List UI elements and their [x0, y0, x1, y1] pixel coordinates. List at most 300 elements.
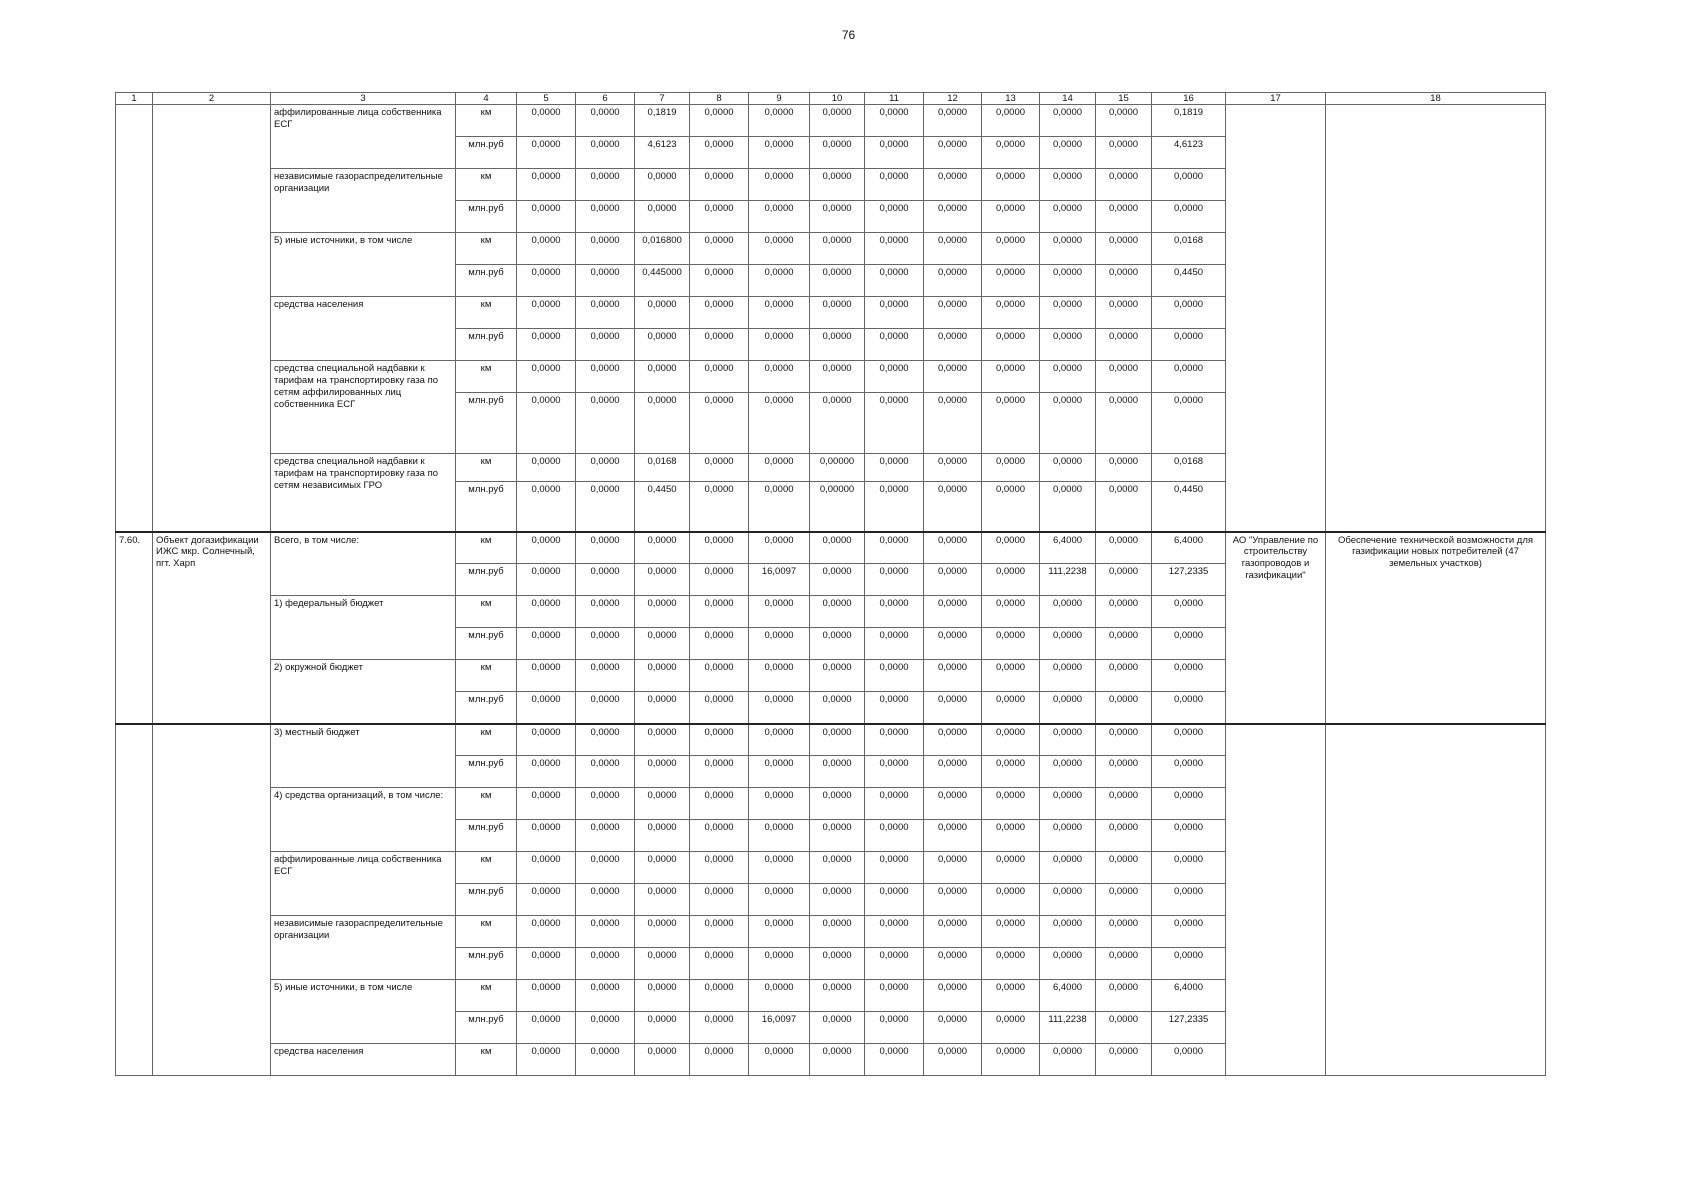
value-cell: 0,0000 — [924, 788, 982, 820]
value-cell: 0,0000 — [982, 724, 1040, 756]
unit-cell: млн.руб — [456, 692, 517, 724]
value-cell: 0,0000 — [690, 482, 749, 532]
unit-cell: млн.руб — [456, 201, 517, 233]
value-cell: 0,0000 — [1040, 482, 1096, 532]
value-cell: 0,0000 — [1096, 265, 1152, 297]
value-cell: 0,00000 — [810, 482, 865, 532]
value-cell: 0,0000 — [924, 265, 982, 297]
value-cell: 0,0000 — [576, 482, 635, 532]
value-cell: 0,0000 — [810, 1012, 865, 1044]
value-cell: 0,0000 — [690, 948, 749, 980]
purpose-cell: Обеспечение технической возможности для газификации новых потребителей (47 земельных участков) — [1326, 532, 1546, 724]
value-cell: 0,0000 — [1096, 916, 1152, 948]
value-cell: 0,0000 — [924, 660, 982, 692]
value-cell: 0,0000 — [810, 852, 865, 884]
value-cell: 0,0000 — [982, 482, 1040, 532]
value-cell: 0,0000 — [982, 820, 1040, 852]
value-cell: 0,0000 — [635, 852, 690, 884]
value-cell: 0,0000 — [810, 105, 865, 137]
value-cell: 0,0000 — [865, 724, 924, 756]
value-cell: 0,0000 — [576, 532, 635, 564]
value-cell: 0,0000 — [1040, 169, 1096, 201]
value-cell: 0,0000 — [982, 788, 1040, 820]
value-cell: 0,0000 — [924, 105, 982, 137]
unit-cell: км — [456, 169, 517, 201]
value-cell: 0,0000 — [749, 329, 810, 361]
value-cell: 0,0000 — [924, 454, 982, 482]
funding-source-cell: 2) окружной бюджет — [271, 660, 456, 724]
value-cell: 0,0000 — [1096, 660, 1152, 692]
unit-cell: км — [456, 454, 517, 482]
value-cell: 0,0000 — [576, 169, 635, 201]
value-cell: 0,0000 — [517, 980, 576, 1012]
value-cell: 0,0000 — [810, 820, 865, 852]
value-cell: 0,00000 — [810, 454, 865, 482]
value-cell: 0,0000 — [517, 724, 576, 756]
value-cell: 0,0000 — [749, 361, 810, 393]
value-cell: 0,0000 — [982, 137, 1040, 169]
value-cell: 0,0000 — [1152, 692, 1226, 724]
value-cell: 0,0000 — [1096, 820, 1152, 852]
funding-source-cell: независимые газораспределительные организации — [271, 169, 456, 233]
column-number-16: 16 — [1152, 93, 1226, 105]
value-cell: 0,0000 — [865, 393, 924, 454]
value-cell: 0,0000 — [1096, 297, 1152, 329]
value-cell: 0,0000 — [865, 980, 924, 1012]
value-cell: 0,0000 — [749, 105, 810, 137]
funding-source-cell: средства населения — [271, 1044, 456, 1076]
value-cell: 0,0000 — [1096, 105, 1152, 137]
value-cell: 0,4450 — [635, 482, 690, 532]
value-cell: 0,0000 — [576, 201, 635, 233]
column-number-8: 8 — [690, 93, 749, 105]
value-cell: 0,0000 — [576, 884, 635, 916]
value-cell: 0,0000 — [924, 628, 982, 660]
value-cell: 0,0000 — [1096, 393, 1152, 454]
value-cell: 0,0000 — [635, 980, 690, 1012]
value-cell: 0,0000 — [749, 1044, 810, 1076]
value-cell: 0,0000 — [690, 628, 749, 660]
value-cell: 0,0000 — [517, 265, 576, 297]
value-cell: 0,0000 — [576, 980, 635, 1012]
value-cell: 0,0000 — [517, 596, 576, 628]
column-number-7: 7 — [635, 93, 690, 105]
column-number-9: 9 — [749, 93, 810, 105]
value-cell: 0,0000 — [865, 297, 924, 329]
value-cell: 0,0000 — [1040, 628, 1096, 660]
value-cell: 0,0000 — [1152, 852, 1226, 884]
value-cell: 0,0000 — [690, 564, 749, 596]
row-number-cell — [116, 105, 153, 532]
value-cell: 0,0000 — [1096, 361, 1152, 393]
value-cell: 0,0000 — [865, 201, 924, 233]
value-cell: 0,0000 — [749, 820, 810, 852]
value-cell: 0,0000 — [924, 948, 982, 980]
value-cell: 0,0000 — [635, 756, 690, 788]
column-number-10: 10 — [810, 93, 865, 105]
value-cell: 0,0000 — [1040, 454, 1096, 482]
value-cell: 0,0000 — [517, 564, 576, 596]
value-cell: 0,0000 — [517, 916, 576, 948]
column-number-13: 13 — [982, 93, 1040, 105]
value-cell: 0,0000 — [576, 329, 635, 361]
value-cell: 0,0000 — [749, 393, 810, 454]
value-cell: 0,0000 — [810, 329, 865, 361]
value-cell: 0,0000 — [810, 660, 865, 692]
unit-cell: км — [456, 361, 517, 393]
value-cell: 0,0000 — [865, 169, 924, 201]
value-cell: 0,0000 — [865, 820, 924, 852]
value-cell: 0,0000 — [924, 1012, 982, 1044]
value-cell: 0,0000 — [576, 820, 635, 852]
value-cell: 0,0000 — [1152, 329, 1226, 361]
value-cell: 0,0000 — [924, 884, 982, 916]
value-cell: 0,0000 — [1152, 201, 1226, 233]
value-cell: 0,0000 — [576, 788, 635, 820]
unit-cell: млн.руб — [456, 948, 517, 980]
value-cell: 0,0000 — [635, 884, 690, 916]
value-cell: 0,0000 — [1096, 169, 1152, 201]
value-cell: 0,0000 — [1096, 1012, 1152, 1044]
value-cell: 0,0000 — [576, 361, 635, 393]
unit-cell: км — [456, 852, 517, 884]
investment-table — [115, 92, 1546, 1076]
value-cell: 0,0000 — [924, 233, 982, 265]
value-cell: 0,445000 — [635, 265, 690, 297]
value-cell: 0,0000 — [810, 692, 865, 724]
value-cell: 0,0000 — [576, 724, 635, 756]
value-cell: 0,0000 — [982, 393, 1040, 454]
value-cell: 0,0000 — [924, 852, 982, 884]
value-cell: 0,0000 — [749, 660, 810, 692]
value-cell: 0,0000 — [865, 756, 924, 788]
column-number-18: 18 — [1326, 93, 1546, 105]
value-cell: 127,2335 — [1152, 564, 1226, 596]
value-cell: 0,0000 — [1040, 201, 1096, 233]
value-cell: 0,0000 — [982, 596, 1040, 628]
value-cell: 0,0000 — [865, 948, 924, 980]
value-cell: 0,0000 — [810, 169, 865, 201]
value-cell: 0,0000 — [1096, 852, 1152, 884]
value-cell: 0,0000 — [924, 916, 982, 948]
value-cell: 0,0000 — [690, 361, 749, 393]
value-cell: 0,4450 — [1152, 265, 1226, 297]
value-cell: 0,0000 — [810, 137, 865, 169]
value-cell: 0,0000 — [690, 1044, 749, 1076]
funding-source-cell: 5) иные источники, в том числе — [271, 233, 456, 297]
value-cell: 0,0000 — [517, 1012, 576, 1044]
value-cell: 0,0000 — [1152, 361, 1226, 393]
value-cell: 0,0000 — [810, 596, 865, 628]
value-cell: 0,0000 — [865, 564, 924, 596]
value-cell: 0,0000 — [865, 692, 924, 724]
value-cell: 0,0000 — [1152, 628, 1226, 660]
value-cell: 0,0000 — [982, 105, 1040, 137]
value-cell: 0,0000 — [1096, 788, 1152, 820]
value-cell: 0,0000 — [982, 660, 1040, 692]
value-cell: 0,0000 — [690, 454, 749, 482]
value-cell: 0,0000 — [810, 564, 865, 596]
value-cell: 0,0000 — [749, 482, 810, 532]
value-cell: 0,0000 — [635, 169, 690, 201]
value-cell: 0,0000 — [924, 980, 982, 1012]
unit-cell: млн.руб — [456, 564, 517, 596]
value-cell: 0,0000 — [810, 756, 865, 788]
object-name-cell — [153, 105, 271, 532]
value-cell: 0,0000 — [690, 265, 749, 297]
column-number-12: 12 — [924, 93, 982, 105]
value-cell: 0,0000 — [982, 454, 1040, 482]
value-cell: 0,0000 — [517, 137, 576, 169]
value-cell: 0,0000 — [690, 329, 749, 361]
unit-cell: млн.руб — [456, 628, 517, 660]
value-cell: 0,0000 — [576, 105, 635, 137]
value-cell: 0,0000 — [982, 329, 1040, 361]
value-cell: 0,0000 — [635, 628, 690, 660]
value-cell: 0,0000 — [749, 756, 810, 788]
value-cell: 0,4450 — [1152, 482, 1226, 532]
value-cell: 0,0000 — [1040, 297, 1096, 329]
unit-cell: млн.руб — [456, 482, 517, 532]
value-cell: 0,0000 — [924, 756, 982, 788]
value-cell: 0,0000 — [1152, 884, 1226, 916]
value-cell: 0,0000 — [635, 916, 690, 948]
value-cell: 0,0000 — [1096, 756, 1152, 788]
value-cell: 0,0000 — [810, 788, 865, 820]
value-cell: 6,4000 — [1040, 980, 1096, 1012]
value-cell: 0,0000 — [749, 628, 810, 660]
value-cell: 0,0000 — [982, 233, 1040, 265]
value-cell: 0,0000 — [865, 329, 924, 361]
value-cell: 0,0000 — [576, 660, 635, 692]
value-cell: 0,0000 — [1040, 820, 1096, 852]
value-cell: 0,0000 — [576, 454, 635, 482]
funding-source-cell: Всего, в том числе: — [271, 532, 456, 596]
value-cell: 0,0000 — [1152, 393, 1226, 454]
value-cell: 4,6123 — [635, 137, 690, 169]
value-cell: 0,0000 — [749, 724, 810, 756]
value-cell: 0,0000 — [1096, 564, 1152, 596]
value-cell: 0,0000 — [1096, 724, 1152, 756]
unit-cell: км — [456, 297, 517, 329]
value-cell: 0,0000 — [865, 1044, 924, 1076]
value-cell: 111,2238 — [1040, 564, 1096, 596]
funding-source-cell: независимые газораспределительные организации — [271, 916, 456, 980]
value-cell: 0,0000 — [635, 692, 690, 724]
value-cell: 0,0000 — [1040, 756, 1096, 788]
value-cell: 0,0000 — [924, 1044, 982, 1076]
value-cell: 0,0000 — [1040, 361, 1096, 393]
value-cell: 0,0000 — [517, 482, 576, 532]
value-cell: 0,0000 — [982, 628, 1040, 660]
value-cell: 0,0000 — [865, 660, 924, 692]
value-cell: 0,0000 — [635, 564, 690, 596]
value-cell: 0,0000 — [517, 454, 576, 482]
value-cell: 0,0000 — [635, 361, 690, 393]
value-cell: 0,0000 — [865, 628, 924, 660]
value-cell: 0,0000 — [982, 532, 1040, 564]
value-cell: 0,0000 — [690, 233, 749, 265]
value-cell: 0,0000 — [517, 233, 576, 265]
unit-cell: млн.руб — [456, 1012, 517, 1044]
value-cell: 0,0000 — [517, 852, 576, 884]
value-cell: 0,0000 — [1096, 980, 1152, 1012]
value-cell: 0,0000 — [517, 361, 576, 393]
value-cell: 0,0000 — [1096, 137, 1152, 169]
value-cell: 0,0000 — [924, 692, 982, 724]
value-cell: 0,0000 — [810, 628, 865, 660]
value-cell: 0,0000 — [517, 297, 576, 329]
value-cell: 0,0000 — [982, 169, 1040, 201]
value-cell: 0,0000 — [749, 788, 810, 820]
value-cell: 0,0000 — [517, 329, 576, 361]
unit-cell: км — [456, 660, 517, 692]
unit-cell: млн.руб — [456, 137, 517, 169]
value-cell: 0,0000 — [517, 948, 576, 980]
purpose-cell — [1326, 724, 1546, 1076]
value-cell: 0,0000 — [1152, 297, 1226, 329]
value-cell: 0,0000 — [1040, 724, 1096, 756]
value-cell: 0,0000 — [810, 265, 865, 297]
value-cell: 0,0000 — [690, 884, 749, 916]
value-cell: 0,0000 — [690, 980, 749, 1012]
object-name-cell — [153, 724, 271, 1076]
value-cell: 0,0000 — [690, 532, 749, 564]
value-cell: 0,0000 — [517, 201, 576, 233]
value-cell: 0,0000 — [690, 105, 749, 137]
value-cell: 0,0168 — [635, 454, 690, 482]
value-cell: 0,0000 — [517, 169, 576, 201]
value-cell: 0,0000 — [576, 265, 635, 297]
value-cell: 0,0000 — [576, 692, 635, 724]
value-cell: 0,0000 — [865, 916, 924, 948]
unit-cell: км — [456, 724, 517, 756]
value-cell: 0,0000 — [810, 916, 865, 948]
value-cell: 0,0000 — [635, 596, 690, 628]
value-cell: 0,0000 — [517, 105, 576, 137]
value-cell: 0,0000 — [982, 884, 1040, 916]
value-cell: 0,0000 — [749, 980, 810, 1012]
value-cell: 0,0000 — [749, 169, 810, 201]
value-cell: 0,0000 — [865, 482, 924, 532]
value-cell: 0,0000 — [1096, 628, 1152, 660]
value-cell: 0,0000 — [635, 1044, 690, 1076]
value-cell: 0,0000 — [635, 201, 690, 233]
value-cell: 0,0000 — [690, 756, 749, 788]
value-cell: 0,0000 — [924, 482, 982, 532]
value-cell: 0,0000 — [690, 596, 749, 628]
value-cell: 16,0097 — [749, 1012, 810, 1044]
value-cell: 0,0000 — [1096, 233, 1152, 265]
table-row — [116, 724, 1546, 756]
value-cell: 0,0000 — [1096, 948, 1152, 980]
value-cell: 0,0000 — [924, 393, 982, 454]
value-cell: 0,0000 — [576, 628, 635, 660]
value-cell: 0,0000 — [749, 916, 810, 948]
value-cell: 0,0000 — [865, 265, 924, 297]
value-cell: 0,0000 — [865, 105, 924, 137]
value-cell: 127,2335 — [1152, 1012, 1226, 1044]
value-cell: 0,0000 — [982, 265, 1040, 297]
value-cell: 0,0000 — [576, 1012, 635, 1044]
unit-cell: км — [456, 1044, 517, 1076]
unit-cell: млн.руб — [456, 884, 517, 916]
value-cell: 0,0000 — [576, 916, 635, 948]
value-cell: 0,0000 — [690, 1012, 749, 1044]
value-cell: 0,0000 — [924, 361, 982, 393]
value-cell: 0,0000 — [1096, 884, 1152, 916]
value-cell: 0,0000 — [810, 393, 865, 454]
value-cell: 0,0000 — [810, 201, 865, 233]
value-cell: 0,0000 — [517, 628, 576, 660]
value-cell: 0,0000 — [1040, 788, 1096, 820]
value-cell: 0,0000 — [576, 564, 635, 596]
value-cell: 0,0000 — [517, 756, 576, 788]
column-number-11: 11 — [865, 93, 924, 105]
value-cell: 0,0000 — [635, 329, 690, 361]
value-cell: 0,0000 — [1040, 852, 1096, 884]
unit-cell: км — [456, 980, 517, 1012]
value-cell: 0,0000 — [924, 169, 982, 201]
unit-cell: км — [456, 916, 517, 948]
value-cell: 6,4000 — [1152, 532, 1226, 564]
value-cell: 0,0000 — [1152, 916, 1226, 948]
value-cell: 0,0000 — [865, 532, 924, 564]
value-cell: 0,0000 — [1040, 596, 1096, 628]
column-number-row — [116, 93, 1546, 105]
value-cell: 0,0000 — [1152, 788, 1226, 820]
value-cell: 0,0000 — [865, 852, 924, 884]
value-cell: 0,0000 — [1040, 692, 1096, 724]
value-cell: 0,0000 — [576, 297, 635, 329]
value-cell: 0,0000 — [1040, 105, 1096, 137]
value-cell: 0,0000 — [1040, 660, 1096, 692]
value-cell: 0,0000 — [749, 852, 810, 884]
value-cell: 0,0000 — [690, 201, 749, 233]
value-cell: 0,0000 — [924, 820, 982, 852]
value-cell: 0,0000 — [635, 820, 690, 852]
value-cell: 0,0000 — [865, 596, 924, 628]
value-cell: 0,0000 — [810, 980, 865, 1012]
column-number-3: 3 — [271, 93, 456, 105]
value-cell: 0,0000 — [517, 532, 576, 564]
value-cell: 0,0000 — [576, 596, 635, 628]
value-cell: 111,2238 — [1040, 1012, 1096, 1044]
unit-cell: км — [456, 233, 517, 265]
value-cell: 0,0000 — [1040, 1044, 1096, 1076]
value-cell: 0,0000 — [749, 233, 810, 265]
value-cell: 0,016800 — [635, 233, 690, 265]
value-cell: 6,4000 — [1152, 980, 1226, 1012]
value-cell: 0,0000 — [749, 948, 810, 980]
value-cell: 0,0000 — [576, 233, 635, 265]
value-cell: 0,0000 — [635, 1012, 690, 1044]
funding-source-cell: аффилированные лица собственника ЕСГ — [271, 105, 456, 169]
value-cell: 0,0168 — [1152, 233, 1226, 265]
value-cell: 0,0000 — [1152, 660, 1226, 692]
value-cell: 0,0000 — [810, 532, 865, 564]
value-cell: 0,0000 — [982, 564, 1040, 596]
value-cell: 0,0000 — [865, 1012, 924, 1044]
value-cell: 0,0000 — [1040, 948, 1096, 980]
value-cell: 0,0000 — [690, 692, 749, 724]
value-cell: 0,0000 — [517, 1044, 576, 1076]
value-cell: 0,0000 — [690, 393, 749, 454]
value-cell: 0,0000 — [982, 852, 1040, 884]
value-cell: 0,0168 — [1152, 454, 1226, 482]
value-cell: 4,6123 — [1152, 137, 1226, 169]
value-cell: 0,0000 — [690, 724, 749, 756]
